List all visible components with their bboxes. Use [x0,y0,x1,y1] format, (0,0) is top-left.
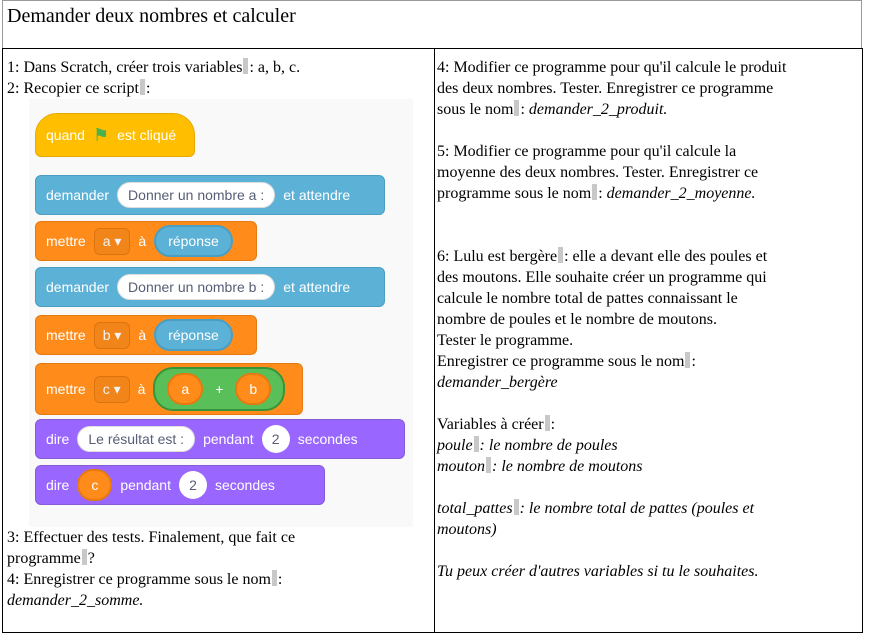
highlight-mark [243,58,248,74]
for-label: pendant [120,477,171,493]
step-r5-colon: : [598,185,607,202]
wait-label: et attendre [283,187,351,203]
step-r5-filename: demander_2_moyenne. [606,185,756,202]
seconds-label: secondes [297,431,358,447]
step-r6-line3: calcule le nombre total de pattes connaissant le [437,290,738,307]
step-r4-filename: demander_2_produit. [528,101,668,118]
step-1-text: 1: Dans Scratch, créer trois variables [7,59,243,76]
step-3-cont [7,548,427,569]
say-label: dire [46,431,70,447]
step-r5-line3 [437,183,861,204]
variable-total-pattes [437,498,861,519]
to-label: à [137,381,146,397]
answer-reporter: réponse [154,225,233,257]
var-c-dropdown: c ▾ [94,376,130,403]
variables-title-text: Variables à créer [437,416,544,433]
instructions-table [2,48,863,633]
step-r4-line1: 4: Modifier ce programme pour qu'il calcule le produit [437,59,787,76]
clicked-label: est cliqué [117,127,177,143]
step-r6-line5: Tester le programme. [437,332,574,349]
step-r6-colon: : [691,353,696,370]
ask-a-block [35,175,385,215]
left-column-bottom [7,527,427,611]
step-2 [7,78,427,99]
step-4-colon: : [277,571,283,588]
step-2-text: 2: Recopier ce script [7,80,139,97]
step-r6-filename: demander_bergère [437,374,558,391]
highlight-mark [82,549,87,565]
operand-b: b [235,373,271,405]
extra-variables-note: Tu peux créer d'autres variables si tu le souhaites. [437,563,759,580]
var-b-dropdown: b ▾ [94,322,131,349]
step-2-colon: : [145,80,151,97]
highlight-mark [474,436,479,452]
ask-label: demander [46,187,110,203]
var-c-reporter: c [77,469,112,501]
step-r5-line2: moyenne des deux nombres. Tester. Enregistrer ce [437,164,759,181]
right-column [437,57,861,582]
title-box [2,0,862,48]
left-column [7,57,427,99]
step-r4-line2: des deux nombres. Tester. Enregistrer ce programme [437,80,774,97]
column-divider [434,49,435,632]
page-title: Demander deux nombres et calculer [7,5,296,27]
variable-total-pattes-desc: : le nombre total de pattes (poules et [519,500,755,517]
step-3-text: 3: Effectuer des tests. Finalement, que fait ce [7,529,296,546]
ask-b-input: Donner un nombre b : [117,274,275,300]
variable-total-pattes-name: total_pattes [437,500,513,517]
step-r4-colon: : [520,101,529,118]
variables-colon: : [550,416,556,433]
highlight-mark [592,184,597,200]
step-r4-line3 [437,99,861,120]
step-r4-name: sous le nom [437,101,514,118]
step-r6-line4: nombre de poules et le nombre de moutons. [437,311,717,328]
step-r5-line1: 5: Modifier ce programme pour qu'il calcule la [437,143,737,160]
step-r5-name: programme sous le nom [437,185,592,202]
step-r6-save: Enregistrer ce programme sous le nom [437,353,685,370]
result-text-input: Le résultat est : [77,426,195,452]
highlight-mark [514,499,519,515]
for-label: pendant [203,431,254,447]
highlight-mark [545,415,550,431]
step-3-question: ? [87,550,95,567]
when-flag-clicked-block [35,113,195,157]
highlight-mark [140,79,145,95]
set-label: mettre [46,233,86,249]
ask-label: demander [46,279,110,295]
variable-mouton-name: mouton [437,458,485,475]
variable-poule-name: poule [437,437,473,454]
step-4-filename: demander_2_somme. [7,592,144,609]
ask-b-block [35,267,385,307]
wait-label: et attendre [283,279,351,295]
step-1 [7,57,427,78]
highlight-mark [514,100,519,116]
step-r6-rest: : elle a devant elle des poules et [564,248,768,265]
set-label: mettre [46,381,86,397]
step-4-text: 4: Enregistrer ce programme sous le nom [7,571,271,588]
step-r6-line6 [437,351,861,372]
green-flag-icon: ⚑ [92,124,110,145]
to-label: à [138,327,147,343]
set-c-block [35,363,303,415]
answer-reporter: réponse [154,319,233,351]
ask-a-input: Donner un nombre a : [117,182,275,208]
set-b-block [35,315,257,355]
variable-total-pattes-desc2: moutons) [437,521,497,538]
highlight-mark [558,247,563,263]
when-label: quand [46,127,85,143]
seconds-input: 2 [179,471,207,499]
highlight-mark [272,570,277,586]
variable-poule [437,435,861,456]
step-1-vars: : a, b, c. [249,59,301,76]
say-label: dire [46,477,70,493]
variables-title [437,414,861,435]
set-a-block [35,221,257,261]
set-label: mettre [46,327,86,343]
step-3-program: programme [7,550,81,567]
variable-mouton-desc: : le nombre de moutons [492,458,643,475]
scratch-script-image [29,99,413,527]
step-r6-line1 [437,246,861,267]
highlight-mark [685,352,690,368]
step-3 [7,527,427,548]
variable-mouton [437,456,861,477]
var-a-dropdown: a ▾ [94,228,131,255]
to-label: à [138,233,147,249]
step-4 [7,569,427,590]
step-r6-lulu: 6: Lulu est bergère [437,248,558,265]
addition-operator [153,367,285,411]
variable-poule-desc: : le nombre de poules [479,437,618,454]
plus-sign: + [215,381,224,397]
say-c-block [35,465,325,505]
say-result-block [35,419,405,459]
step-r6-line2: des moutons. Elle souhaite créer un programme qui [437,269,767,286]
highlight-mark [486,457,491,473]
seconds-input: 2 [262,425,290,453]
seconds-label: secondes [214,477,275,493]
operand-a: a [167,373,203,405]
